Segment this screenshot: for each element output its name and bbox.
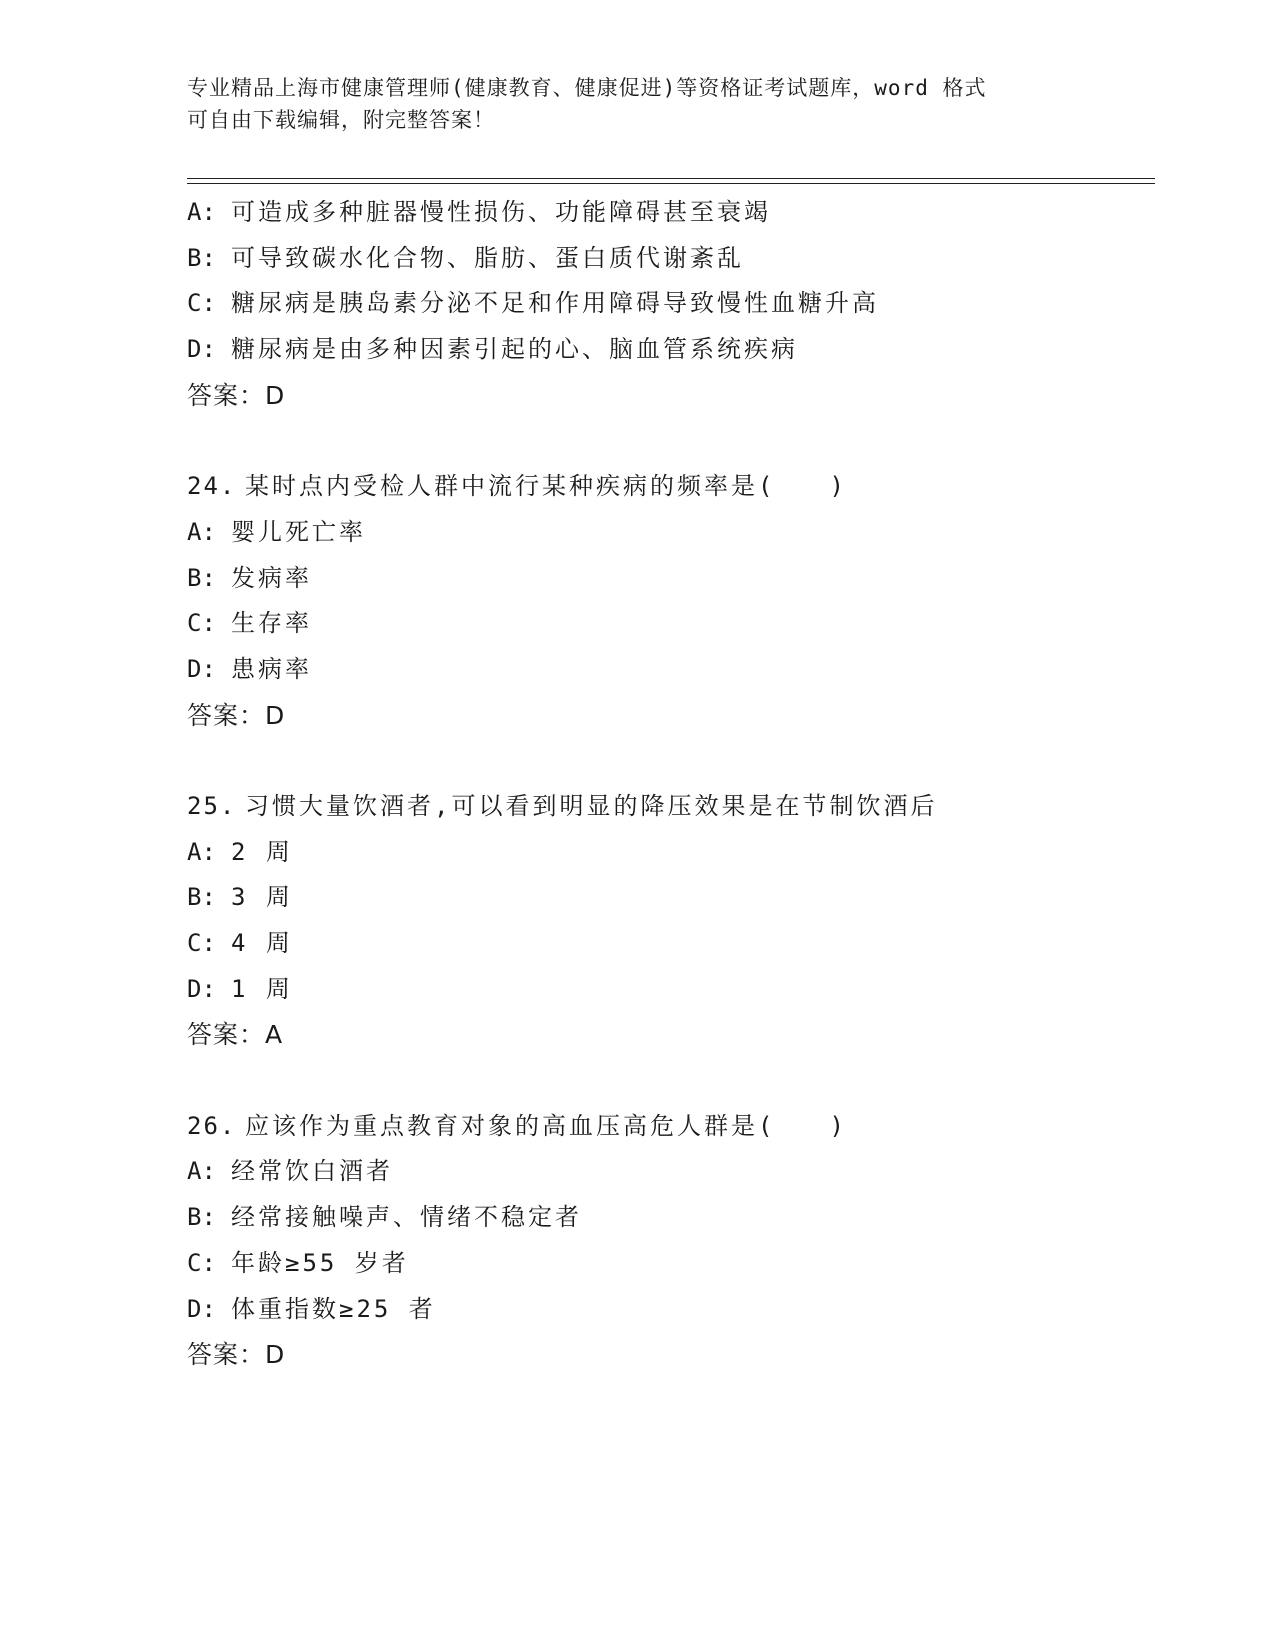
option-a — [187, 190, 1187, 236]
question-block-24 — [187, 464, 1187, 738]
option-key: B: — [187, 243, 216, 272]
question-block-26 — [187, 1104, 1187, 1378]
option-c — [187, 921, 1187, 967]
option-text: 发病率 — [231, 563, 312, 592]
option-d — [187, 327, 1187, 373]
option-text: 2 周 — [231, 837, 293, 866]
option-text: 经常饮白酒者 — [231, 1157, 393, 1186]
option-key: C: — [187, 609, 216, 638]
option-key: A: — [187, 517, 216, 546]
option-b — [187, 236, 1187, 282]
option-text: 糖尿病是由多种因素引起的心、脑血管系统疾病 — [231, 335, 798, 364]
option-key: C: — [187, 929, 216, 957]
option-b — [187, 556, 1187, 602]
option-key: A: — [187, 837, 216, 866]
question-block-25 — [187, 784, 1187, 1058]
option-c — [187, 281, 1187, 327]
option-text: 可造成多种脏器慢性损伤、功能障碍甚至衰竭 — [231, 198, 771, 226]
answer-line: 答案：D — [187, 1340, 286, 1370]
option-text: 3 周 — [231, 883, 293, 912]
option-a — [187, 1149, 1187, 1195]
option-a — [187, 510, 1187, 556]
question-text: 应该作为重点教育对象的高血压高危人群是( ) — [245, 1111, 847, 1140]
question-stem — [187, 464, 1187, 510]
option-key: A: — [187, 1157, 216, 1186]
header-divider-top — [187, 178, 1155, 179]
option-text: 糖尿病是胰岛素分泌不足和作用障碍导致慢性血糖升高 — [231, 289, 879, 318]
question-stem — [187, 784, 1187, 830]
option-c — [187, 1241, 1187, 1287]
option-key: D: — [187, 1294, 216, 1323]
option-text: 婴儿死亡率 — [231, 517, 366, 546]
option-text: 年龄≥55 岁者 — [231, 1248, 409, 1277]
question-number: 24. — [187, 472, 237, 501]
question-block-continued — [187, 190, 1187, 418]
option-text: 患病率 — [231, 654, 312, 683]
document-header — [187, 72, 1087, 136]
option-key: B: — [187, 1203, 216, 1232]
header-divider-bottom — [187, 183, 1155, 184]
spacer — [187, 418, 1187, 464]
option-text: 1 周 — [231, 974, 293, 1003]
option-text: 可导致碳水化合物、脂肪、蛋白质代谢紊乱 — [231, 243, 744, 272]
option-b — [187, 875, 1187, 921]
option-b — [187, 1195, 1187, 1241]
option-key: C: — [187, 1248, 216, 1277]
spacer — [187, 1058, 1187, 1104]
option-key: D: — [187, 335, 216, 364]
option-text: 体重指数≥25 者 — [231, 1294, 436, 1323]
question-stem — [187, 1104, 1187, 1150]
option-key: A: — [187, 198, 216, 226]
question-text: 习惯大量饮酒者,可以看到明显的降压效果是在节制饮酒后 — [245, 791, 938, 820]
answer-line: 答案：D — [187, 380, 286, 410]
question-text: 某时点内受检人群中流行某种疾病的频率是( ) — [245, 472, 847, 501]
option-a — [187, 830, 1187, 876]
option-d — [187, 967, 1187, 1013]
question-list — [187, 190, 1187, 1378]
spacer — [187, 738, 1187, 784]
option-d — [187, 1287, 1187, 1333]
option-key: C: — [187, 289, 216, 318]
option-key: B: — [187, 883, 216, 912]
option-text: 生存率 — [231, 609, 312, 638]
question-number: 26. — [187, 1111, 237, 1140]
option-c — [187, 601, 1187, 647]
option-key: B: — [187, 563, 216, 592]
question-number: 25. — [187, 791, 237, 820]
header-line-2: 可自由下载编辑，附完整答案！ — [187, 108, 495, 132]
header-line-1: 专业精品上海市健康管理师(健康教育、健康促进)等资格证考试题库，word 格式 — [187, 76, 987, 100]
option-text: 经常接触噪声、情绪不稳定者 — [231, 1203, 582, 1232]
option-key: D: — [187, 974, 216, 1003]
option-d — [187, 647, 1187, 693]
option-text: 4 周 — [231, 929, 293, 957]
answer-line: 答案：D — [187, 700, 286, 730]
answer-line: 答案：A — [187, 1020, 284, 1050]
option-key: D: — [187, 654, 216, 683]
